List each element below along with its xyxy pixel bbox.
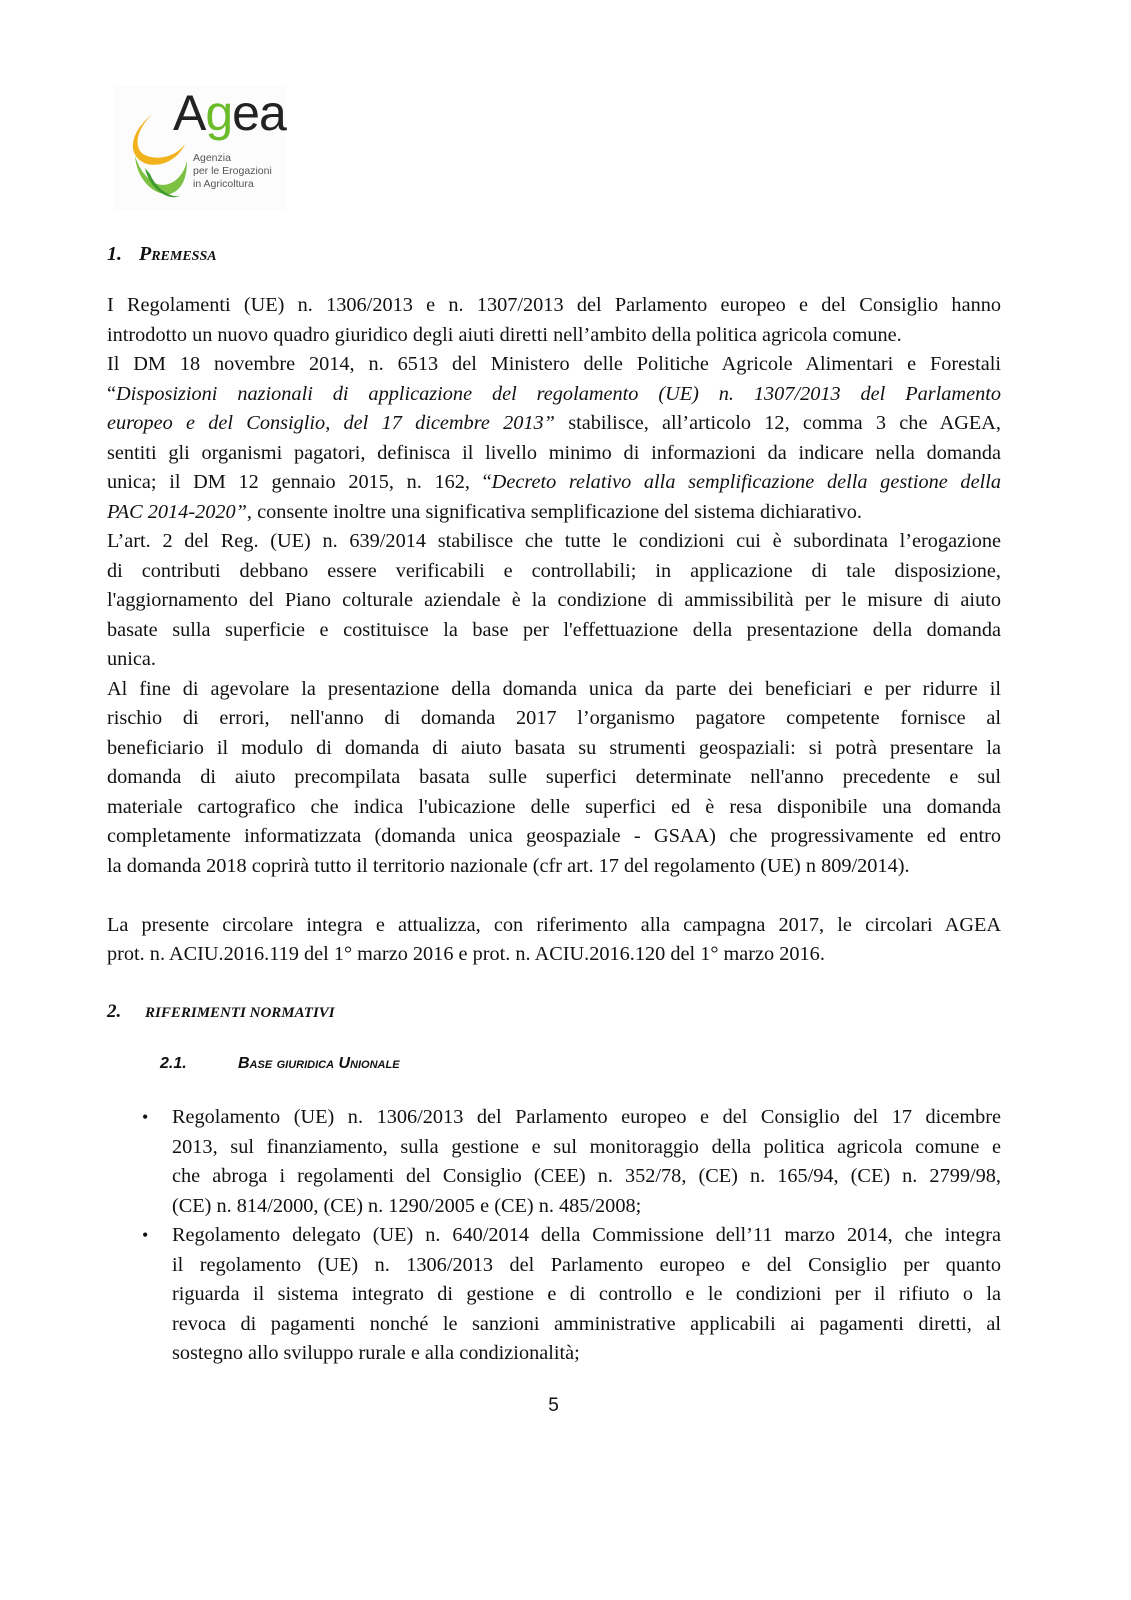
text: Regolamento delegato (UE) n. 640/2014 della Commissione dell’11 marzo 2014, che integra	[172, 1224, 1001, 1246]
text: che abroga i regolamenti del Consiglio (CEE) n. 352/78, (CE) n. 165/94, (CE) n. 2799/98,	[172, 1165, 1001, 1187]
text-line	[107, 793, 1001, 823]
text-line	[172, 1221, 1001, 1251]
text: il regolamento (UE) n. 1306/2013 del Parlamento europeo e del Consiglio per quanto	[172, 1253, 1001, 1276]
logo-subtitle: Agenzia per le Erogazioni in Agricoltura	[193, 152, 272, 190]
text-line	[172, 1280, 1001, 1310]
text-line	[107, 881, 1001, 911]
subsection-heading-base-giuridica: 2.1. Base giuridica Unionale	[160, 1055, 400, 1072]
text: di contributi debbano essere verificabili e controllabili; in applicazione di tale disposizione,	[107, 559, 1001, 582]
text: Al fine di agevolare la presentazione della domanda unica da parte dei beneficiari e per ridurre il	[107, 677, 1001, 700]
text-line	[107, 645, 1001, 675]
text: 2013, sul finanziamento, sulla gestione e sul monitoraggio della politica agricola comune e	[172, 1135, 1001, 1158]
text: revoca di pagamenti nonché le sanzioni amministrative applicabili ai pagamenti diretti, al	[172, 1312, 1001, 1335]
text: l'aggiornamento del Piano colturale aziendale è la condizione di ammissibilità per le misure di aiuto	[107, 589, 1001, 611]
agea-logo	[115, 86, 285, 210]
text: L’art. 2 del Reg. (UE) n. 639/2014 stabilisce che tutte le condizioni cui è subordinata l’erogazione	[107, 530, 1001, 552]
text-line	[107, 409, 1001, 439]
text-line	[107, 852, 1001, 882]
italic-text: PAC 2014-2020”	[107, 500, 247, 523]
text: introdotto un nuovo quadro giuridico degli aiuti diretti nell’ambito della politica agricola comune.	[107, 323, 902, 346]
text: basate sulla superficie e costituisce la base per l'effettuazione della presentazione della domanda	[107, 618, 1001, 641]
italic-text: Decreto relativo alla semplificazione della gestione della	[491, 471, 1001, 493]
text-line	[172, 1251, 1001, 1281]
text-line	[107, 350, 1001, 380]
text: beneficiario il modulo di domanda di aiuto basata su strumenti geospaziali: si potrà presentare la	[107, 736, 1001, 759]
italic-text: Disposizioni nazionali di applicazione del regolamento (UE) n. 1307/2013 del Parlamento	[116, 382, 1001, 405]
text-line	[107, 291, 1001, 321]
text-line	[172, 1162, 1001, 1192]
text: sentiti gli organismi pagatori, definisca il livello minimo di informazioni da indicare nella domanda	[107, 441, 1001, 464]
list-item	[142, 1221, 1001, 1369]
text: domanda di aiuto precompilata basata sulle superfici determinate nell'anno precedente e sul	[107, 766, 1001, 788]
text-line	[172, 1192, 1001, 1222]
premessa-body	[107, 291, 1001, 970]
text: “	[107, 382, 117, 405]
text-line	[107, 380, 1001, 410]
text: completamente informatizzata (domanda unica geospaziale - GSAA) che progressivamente ed entro	[107, 825, 1001, 847]
text-line	[107, 498, 1001, 528]
logo-wordmark: Agea	[173, 85, 286, 141]
text-line	[107, 586, 1001, 616]
text: Regolamento (UE) n. 1306/2013 del Parlamento europeo e del Consiglio del 17 dicembre	[172, 1106, 1001, 1128]
text-line	[172, 1103, 1001, 1133]
text-line	[107, 675, 1001, 705]
text-line	[107, 704, 1001, 734]
text: materiale cartografico che indica l'ubicazione delle superfici ed è resa disponibile una domanda	[107, 795, 1001, 818]
text-line	[107, 822, 1001, 852]
bullet-icon: •	[142, 1225, 149, 1245]
text-line	[172, 1133, 1001, 1163]
section-heading-riferimenti: 2. RIFERIMENTI NORMATIVI	[107, 1001, 335, 1022]
text-line	[107, 763, 1001, 793]
text: unica; il DM 12 gennaio 2015, n. 162, “	[107, 471, 492, 493]
text: unica.	[107, 648, 156, 670]
text-line	[172, 1310, 1001, 1340]
page-number: 5	[548, 1395, 559, 1416]
text: stabilisce, all’articolo 12, comma 3 che AGEA,	[554, 412, 1001, 434]
text: I Regolamenti (UE) n. 1306/2013 e n. 1307/2013 del Parlamento europeo e del Consiglio hanno	[107, 294, 1001, 316]
text-line	[107, 557, 1001, 587]
text: La presente circolare integra e attualizza, con riferimento alla campagna 2017, le circolari AGEA	[107, 913, 1001, 936]
text: la domanda 2018 coprirà tutto il territorio nazionale (cfr art. 17 del regolamento (UE) n 809/2014).	[107, 854, 910, 877]
text-line	[107, 734, 1001, 764]
bullet-list	[142, 1103, 1001, 1369]
text-line	[107, 321, 1001, 351]
text-line	[107, 439, 1001, 469]
bullet-icon: •	[142, 1107, 149, 1127]
text: rischio di errori, nell'anno di domanda 2017 l’organismo pagatore competente fornisce al	[107, 707, 1001, 729]
italic-text: europeo e del Consiglio, del 17 dicembre 2013”	[107, 412, 555, 434]
text: (CE) n. 814/2000, (CE) n. 1290/2005 e (CE) n. 485/2008;	[172, 1194, 642, 1217]
text-line	[107, 527, 1001, 557]
text-line	[107, 616, 1001, 646]
text: sostegno allo sviluppo rurale e alla condizionalità;	[172, 1342, 580, 1364]
text: , consente inoltre una significativa semplificazione del sistema dichiarativo.	[246, 500, 862, 523]
text-line	[107, 940, 1001, 970]
text-line	[172, 1339, 1001, 1369]
text-line	[107, 468, 1001, 498]
text-line	[107, 911, 1001, 941]
text: riguarda il sistema integrato di gestione e di controllo e le condizioni per il rifiuto o la	[172, 1283, 1001, 1305]
list-item	[142, 1103, 1001, 1221]
text: Il DM 18 novembre 2014, n. 6513 del Ministero delle Politiche Agricole Alimentari e Forestali	[107, 353, 1001, 375]
text: prot. n. ACIU.2016.119 del 1° marzo 2016 e prot. n. ACIU.2016.120 del 1° marzo 2016.	[107, 943, 825, 965]
section-heading-premessa: 1. Premessa	[107, 243, 217, 265]
